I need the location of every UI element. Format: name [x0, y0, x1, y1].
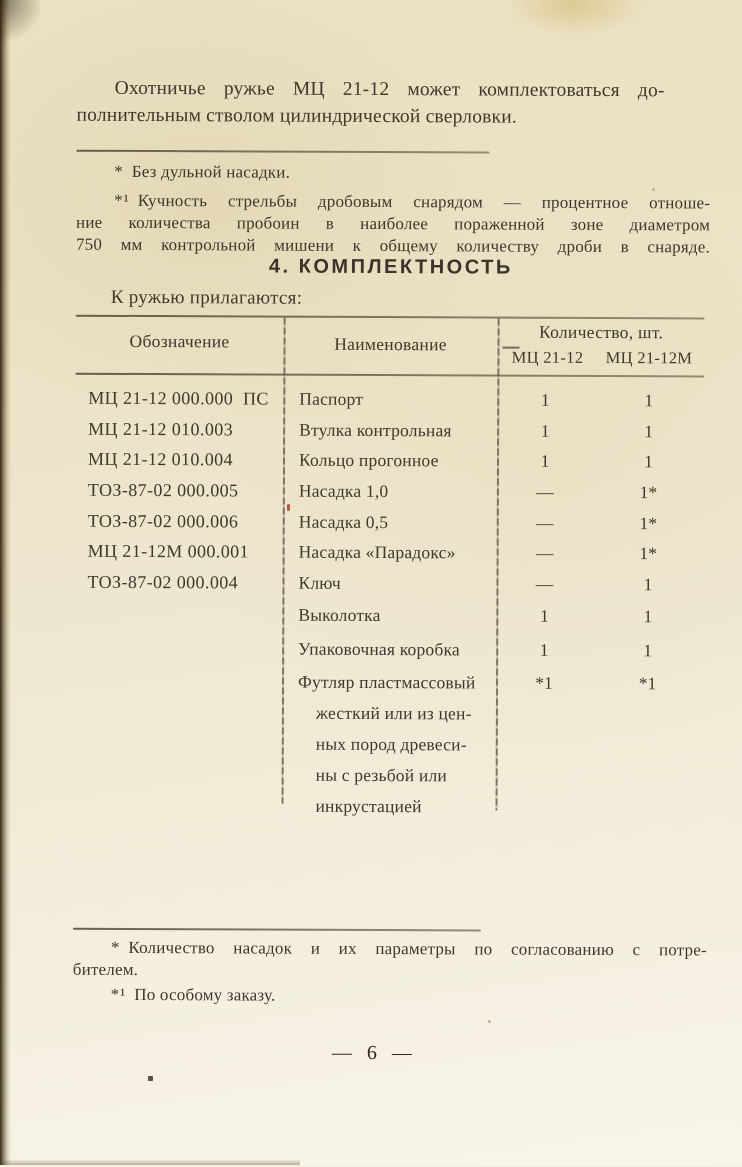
designation-cell	[74, 649, 282, 650]
designation-cell: МЦ 21-12 010.003	[88, 418, 234, 439]
qty-mc2112m-cell: 1	[643, 640, 653, 661]
name-cell: Выколотка	[298, 604, 381, 626]
qty-mc2112-cell: *1	[535, 673, 553, 694]
page-number: — 6 —	[331, 1041, 413, 1065]
qty-mc2112-cell: —	[536, 481, 554, 502]
name-cell: Втулка контрольная	[299, 419, 452, 440]
column-header-name: Наименование	[334, 333, 447, 355]
table-row	[75, 444, 704, 477]
designation-cell: МЦ 21-12 010.004	[87, 448, 233, 470]
footnote-marker: *¹	[114, 190, 130, 210]
name-line: жесткий или из цен-	[315, 702, 472, 724]
qty-mc2112-cell: 1	[539, 640, 549, 661]
name-line: ных пород древеси-	[315, 733, 467, 755]
column-header-designation: Обозначение	[129, 330, 230, 352]
qty-mc2112m-cell: 1*	[639, 543, 657, 564]
qty-mc2112-cell: 1	[540, 389, 550, 410]
footnote-text: Количество насадок и их параметры по согласованию с потре-	[128, 937, 707, 960]
footnote-asterisk-1	[76, 190, 710, 259]
red-speck	[287, 504, 290, 511]
section-heading: 4. КОМПЛЕКТНОСТЬ	[268, 255, 513, 279]
name-cell: Насадка 1,0	[298, 480, 389, 501]
section-lead: К ружью прилагаются:	[110, 286, 303, 309]
name-cell	[281, 667, 496, 822]
table-row	[74, 567, 703, 600]
paper-speck	[652, 188, 655, 191]
qty-mc2112m-cell: 1	[643, 574, 653, 595]
designation-cell: МЦ 21-12 000.000 ПС	[88, 387, 269, 409]
name-cell: Паспорт	[299, 388, 364, 409]
table-row	[75, 505, 704, 538]
column-header-mc21-12m: МЦ 21-12М	[605, 348, 693, 368]
qty-mc2112m-cell: 1	[643, 606, 653, 627]
name-cell: Насадка «Парадокс»	[298, 541, 456, 563]
designation-cell: ТОЗ-87-02 000.004	[87, 571, 239, 593]
table-row	[75, 475, 704, 508]
qty-mc2112m-cell: *1	[638, 673, 657, 694]
qty-mc2112m-cell: 1	[644, 420, 654, 441]
name-cell: Насадка 0,5	[298, 511, 389, 532]
paper-speck	[488, 1020, 491, 1023]
footnote-text: По особому заказу.	[134, 984, 276, 1005]
name-cell: Упаковочная коробка	[298, 638, 460, 660]
designation-cell	[74, 666, 282, 667]
scan-corner-shadow	[0, 0, 40, 46]
name-line: ны с резьбой или	[315, 764, 448, 786]
footnote-text: Без дульной насадки.	[131, 161, 291, 182]
footnote-marker: *	[110, 937, 121, 957]
qty-mc2112-cell: 1	[540, 420, 550, 441]
table-row	[74, 631, 703, 669]
footnote-special-order	[73, 984, 707, 1009]
footnote-marker: *	[114, 161, 124, 181]
name-line: Футляр пластмассовый	[298, 671, 476, 693]
qty-mc2112-cell: 1	[540, 450, 550, 471]
designation-cell	[74, 614, 282, 615]
qty-mc2112m-cell: 1*	[639, 512, 658, 533]
name-cell: Кольцо прогонное	[298, 449, 439, 471]
intro-paragraph	[76, 75, 664, 132]
table-row	[74, 598, 703, 634]
designation-cell: ТОЗ-87-02 000.005	[87, 479, 239, 501]
name-cell: Ключ	[298, 572, 341, 593]
footnote-text: 750 мм контрольной мишени к общему количеству дроби в снаряде.	[75, 234, 711, 257]
qty-mc2112m-cell: 1*	[639, 482, 658, 503]
table-row	[75, 413, 704, 446]
intro-line: Охотничье ружье МЦ 21-12 может комплектоваться до-	[114, 77, 665, 102]
equipment-table	[73, 315, 704, 818]
qty-mc2112-cell: 1	[539, 605, 549, 626]
ink-speck	[148, 1076, 153, 1081]
column-header-quantity-group: Количество, шт.	[538, 321, 664, 343]
designation-cell: ТОЗ-87-02 000.006	[87, 510, 239, 532]
footnote-consumer	[73, 937, 707, 984]
footnote-text: бителем.	[72, 959, 139, 979]
qty-mc2112-cell: —	[535, 573, 554, 594]
qty-mc2112-cell: —	[535, 543, 554, 564]
footnote-text: Кучность стрельбы дробовым снарядом — процентное отноше-	[137, 190, 711, 213]
footnote-separator-top	[76, 150, 489, 154]
name-line: инкрустацией	[315, 795, 422, 816]
qty-mc2112m-cell: 1	[644, 390, 654, 411]
footnote-text: ние количества пробоин в наиболее пораженной зоне диаметром	[76, 212, 711, 235]
table-row	[75, 383, 704, 416]
column-header-mc21-12: МЦ 21-12	[511, 347, 584, 367]
qty-mc2112m-cell: 1	[644, 451, 653, 472]
footnote-asterisk	[76, 161, 708, 186]
scan-edge-bottom	[0, 1159, 300, 1165]
table-row	[75, 536, 704, 569]
footnote-separator-bottom	[73, 928, 481, 932]
table-top-rule	[76, 315, 705, 320]
scan-edge-left	[0, 0, 11, 1165]
qty-mc2112-cell: —	[535, 512, 554, 533]
footnote-marker: *¹	[110, 984, 127, 1004]
designation-cell: МЦ 21-12М 000.001	[87, 541, 249, 562]
table-body	[73, 375, 704, 823]
intro-line: полнительным стволом цилиндрической сверловки.	[76, 104, 518, 128]
table-row	[73, 666, 703, 823]
